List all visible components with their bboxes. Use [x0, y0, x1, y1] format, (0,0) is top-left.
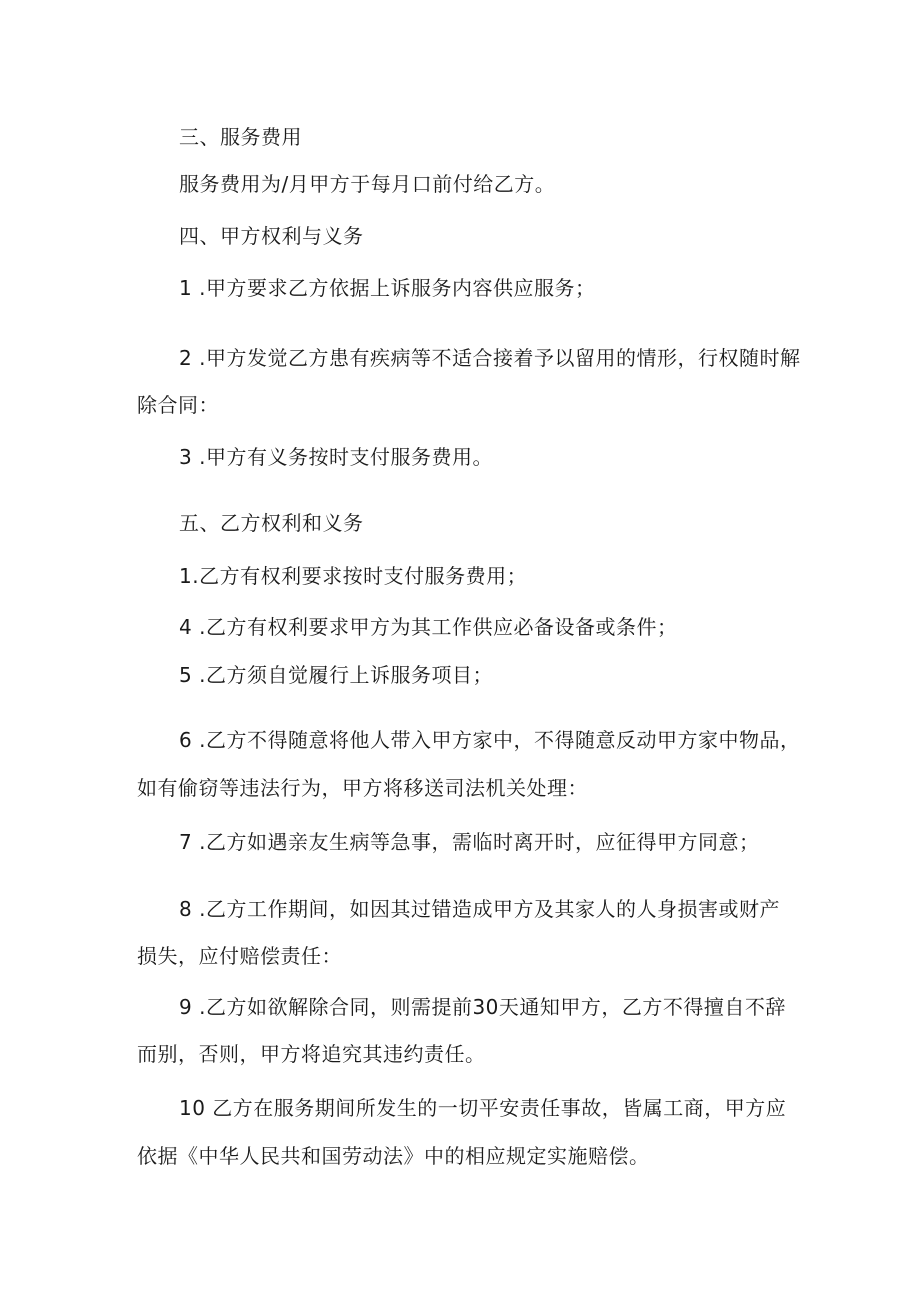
- paragraph-line: 除合同：: [137, 393, 219, 417]
- paragraph-line: 如有偷窃等违法行为，甲方将移送司法机关处理：: [137, 776, 588, 800]
- section-heading-party-b: 五、乙方权利和义务: [179, 511, 364, 535]
- paragraph-line: 损失，应付赔偿责任：: [137, 944, 342, 968]
- paragraph-line: 4 .乙方有权利要求甲方为其工作供应必备设备或条件；: [179, 615, 678, 639]
- section-heading-service-fee: 三、服务费用: [179, 125, 302, 149]
- paragraph-line: 而别，否则，甲方将追究其违约责任。: [137, 1042, 486, 1066]
- paragraph-line: 1 .甲方要求乙方依据上诉服务内容供应服务；: [179, 276, 596, 300]
- paragraph-line: 依据《中华人民共和国劳动法》中的相应规定实施赔偿。: [137, 1144, 650, 1168]
- paragraph-line: 服务费用为/月甲方于每月口前付给乙方。: [179, 172, 556, 196]
- paragraph-line: 9 .乙方如欲解除合同，则需提前30天通知甲方，乙方不得擅自不辞: [179, 995, 786, 1019]
- paragraph-line: 6 .乙方不得随意将他人带入甲方家中，不得随意反动甲方家中物品，: [179, 728, 801, 752]
- paragraph-line: 8 .乙方工作期间，如因其过错造成甲方及其家人的人身损害或财产: [179, 897, 780, 921]
- paragraph-line: 3 .甲方有义务按时支付服务费用。: [179, 445, 493, 469]
- paragraph-line: 2 .甲方发觉乙方患有疾病等不适合接着予以留用的情形，行权随时解: [179, 346, 801, 370]
- paragraph-line: 7 .乙方如遇亲友生病等急事，需临时离开时，应征得甲方同意；: [179, 830, 760, 854]
- paragraph-line: 10 乙方在服务期间所发生的一切平安责任事故，皆属工商，甲方应: [179, 1096, 787, 1120]
- section-heading-party-a: 四、甲方权利与义务: [179, 224, 364, 248]
- paragraph-line: 1.乙方有权利要求按时支付服务费用；: [179, 564, 528, 588]
- paragraph-line: 5 .乙方须自觉履行上诉服务项目；: [179, 663, 493, 687]
